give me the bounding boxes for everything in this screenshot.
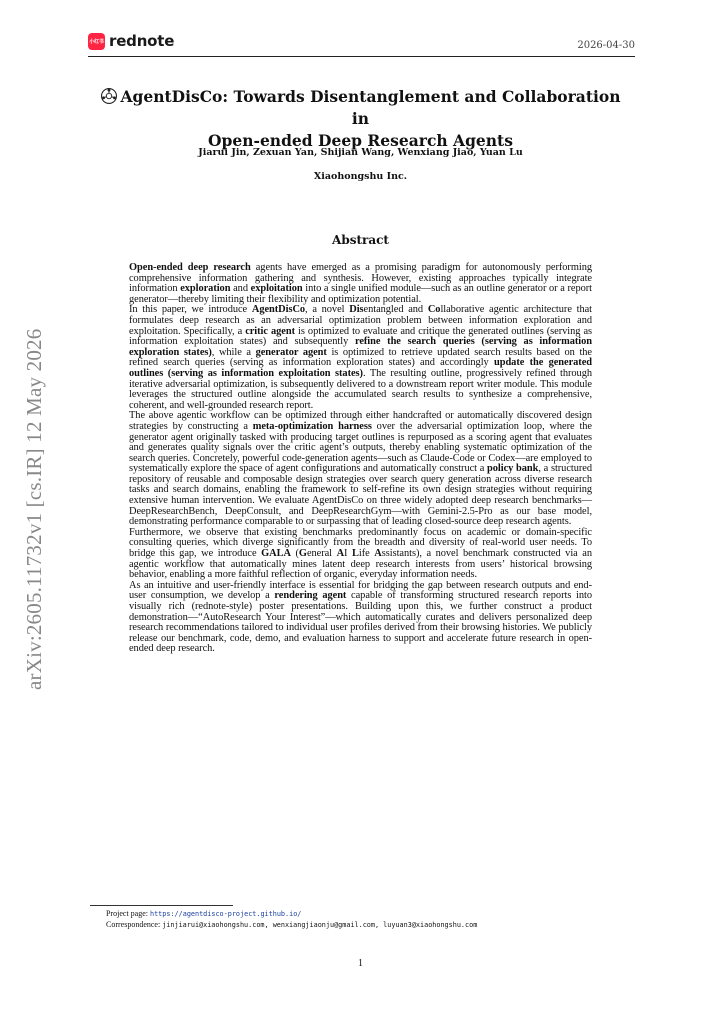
abstract-paragraph: Furthermore, we observe that existing benchmarks predominantly focus on academic or domain-specific consulting queries, which diverge significantly from the breadth and diversity of real-world user needs. To bridge this gap, we introduce GALA (General AI Life Assistants), a novel benchmark constructed via an agentic workflow that automatically mines latent deep research interests from users’ historical browsing behavior, enabling a more faithful reflection of organic, everyday information needs.	[129, 526, 592, 581]
author-list: Jiarui Jin, Zexuan Yan, Shijian Wang, Wenxiang Jiao, Yuan Lu	[198, 147, 523, 158]
paper-title-line-1: AgentDisCo: Towards Disentanglement and Collaboration in	[120, 87, 621, 128]
affiliation: Xiaohongshu Inc.	[313, 171, 408, 182]
header-date: 2026-04-30	[577, 40, 635, 51]
abstract-paragraph: In this paper, we introduce AgentDisCo, a novel Disentangled and Collaborative agentic architecture that formulates deep research as an adversarial optimization problem between information exploration and exploitation. Specifically, a critic agent is optimized to evaluate and critique the generated outlines (serving as information exploitation states) and subsequently refine the search queries (serving as information exploration states), while a generator agent is optimized to retrieve updated search results based on the refined search queries (serving as information exploration states) and accordingly update the generated outlines (serving as information exploitation states). The resulting outline, progressively refined through iterative adversarial optimization, is subsequently delivered to a downstream report writer module. This module leverages the structured outline alongside the accumulated search results to synthesize a comprehensive, coherent, and well-grounded research report.	[129, 304, 593, 411]
correspondence-line	[106, 920, 477, 931]
paper-title	[96, 86, 625, 152]
abstract-paragraph: The above agentic workflow can be optimized through either handcrafted or automatically discovered design strategies by constructing a meta-optimization harness over the adversarial optimization loop, where the generator agent originally tasked with producing target outlines is repurposed as a scoring agent that evaluates and generates quality signals over the critic agent’s outputs, thereby enabling systematic optimization of the search queries. Concretely, powerful code-generation agents—such as Claude-Code or Codex—are employed to systematically explore the space of agent configurations and automatically construct a policy bank, a structured repository of reusable and composable design strategies over search query generation across diverse research tasks and search domains, enabling the framework to self-refine its own design strategies without requiring extensive human intervention. We evaluate AgentDisCo on three widely adopted deep research benchmarks—DeepResearchBench, DeepConsult, and DeepResearchGym—with Gemini-2.5-Pro as our base model, demonstrating performance comparable to or surpassing that of leading closed-source deep research agents.	[129, 410, 592, 528]
paper-title-line-2: Open-ended Deep Research Agents	[208, 131, 513, 150]
rednote-logo-badge: 小红书	[88, 33, 105, 50]
abstract-paragraph: Open-ended deep research agents have emerged as a promising paradigm for autonomously performing comprehensive information gathering and synthesis. However, existing approaches typically integrate information exploration and exploitation into a single unified module—such as an outline generator or a report generator—thereby limiting their flexibility and optimization potential.	[129, 262, 592, 305]
project-page-link[interactable]: https://agentdisco-project.github.io/	[149, 910, 302, 918]
abstract-heading: Abstract	[332, 233, 389, 247]
abstract-body	[129, 263, 592, 655]
agentdisco-logo-icon	[100, 87, 118, 105]
rednote-logo	[88, 32, 174, 50]
correspondence-label: Correspondence:	[106, 919, 163, 929]
project-page-line	[106, 909, 477, 920]
header-divider	[88, 56, 635, 57]
abstract-paragraph: As an intuitive and user-friendly interface is essential for bridging the gap between research outputs and end-user consumption, we develop a rendering agent capable of transforming structured research reports into visually rich (rednote-style) poster presentations. Building upon this, we further construct a product demonstration—“AutoResearch Your Interest”—which automatically curates and delivers personalized deep research recommendations tailored to individual user profiles derived from their browsing histories. We publicly release our benchmark, code, demo, and evaluation harness to support and accelerate future research in open-ended deep research.	[129, 579, 592, 655]
project-page-label: Project page:	[106, 909, 150, 918]
footnote-divider	[90, 905, 233, 906]
correspondence-emails: jinjiarui@xiaohongshu.com, wenxiangjiaonju@gmail.com, luyuan3@xiaohongshu.com	[162, 920, 478, 929]
footnote	[106, 909, 477, 930]
arxiv-identifier-stamp: arXiv:2605.11732v1 [cs.IR] 12 May 2026	[22, 328, 46, 690]
page-header	[88, 32, 635, 56]
rednote-logo-text: rednote	[109, 32, 175, 50]
page-number: 1	[358, 958, 363, 969]
